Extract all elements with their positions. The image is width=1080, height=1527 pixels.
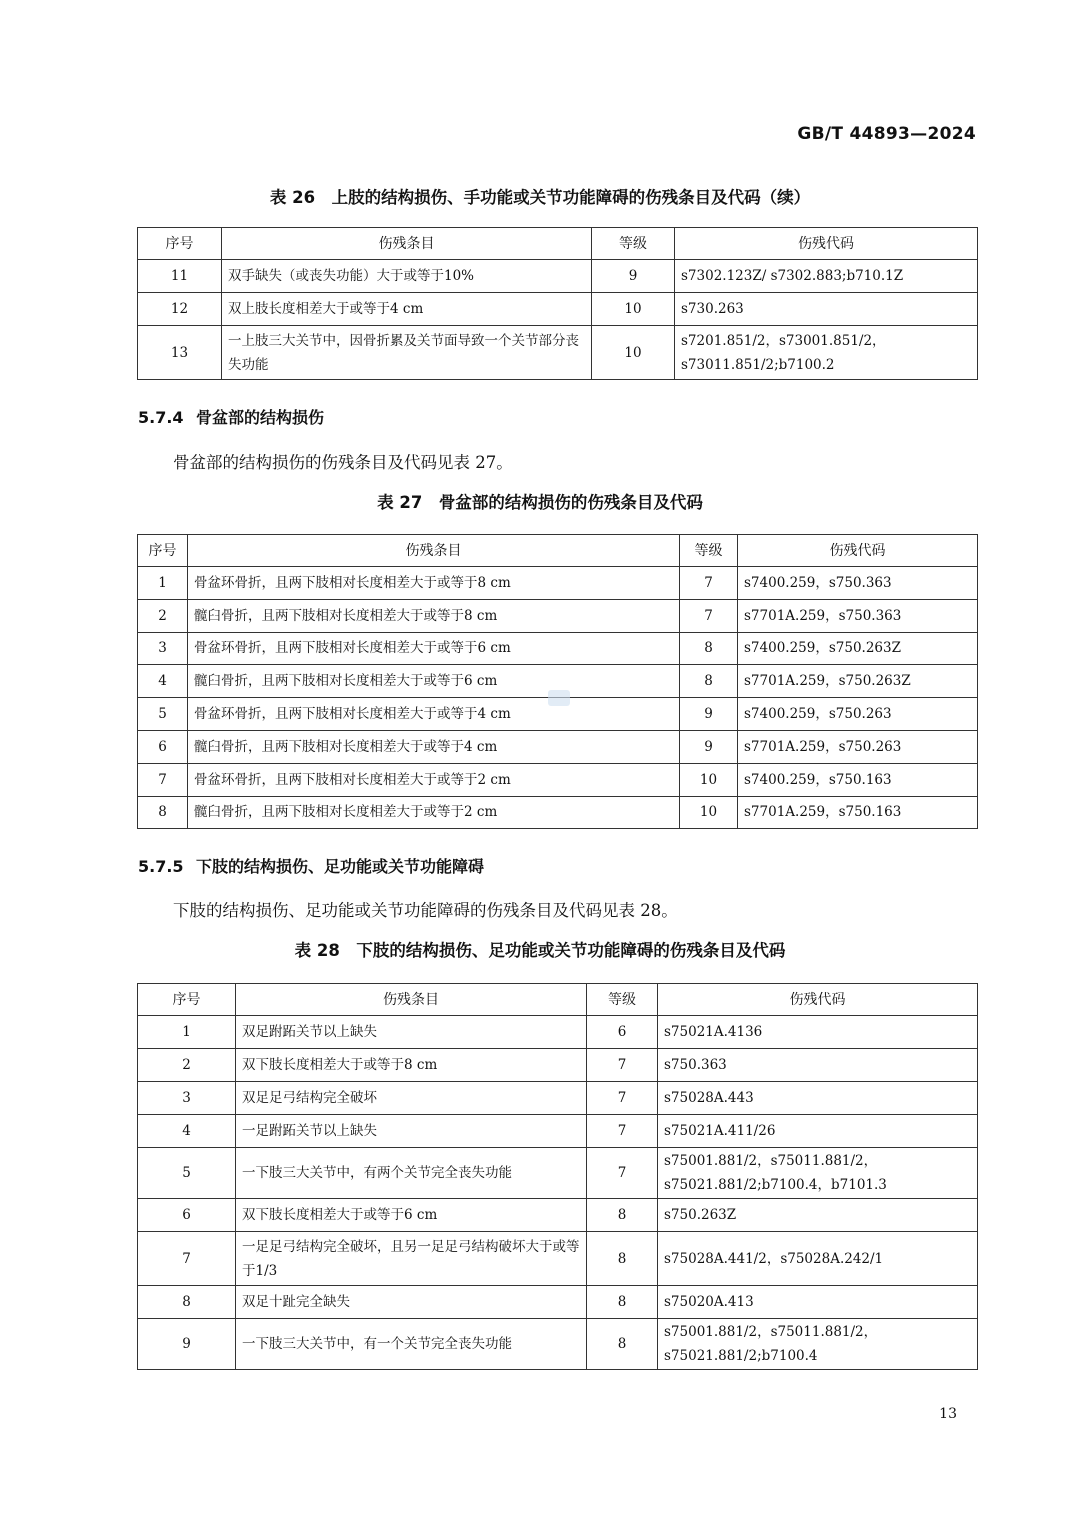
column-header-no: 序号: [138, 228, 222, 260]
table-row: [138, 1115, 978, 1148]
row-code: s75021A.411/26: [658, 1115, 978, 1148]
row-no: 9: [138, 1319, 236, 1370]
column-header-item: 伤残条目: [236, 984, 587, 1016]
row-grade: 7: [587, 1049, 658, 1082]
row-code: s750.263Z: [658, 1199, 978, 1232]
row-item: 双手缺失（或丧失功能）大于或等于10%: [222, 260, 592, 293]
row-grade: 6: [587, 1016, 658, 1049]
row-code: s7400.259，s750.263Z: [738, 632, 978, 665]
row-item: 髋臼骨折，且两下肢相对长度相差大于或等于4 cm: [188, 730, 680, 763]
table-row: [138, 1082, 978, 1115]
section-heading-5-7-4: [138, 405, 324, 428]
section-title: 骨盆部的结构损伤: [196, 408, 325, 427]
row-code: s7400.259，s750.363: [738, 567, 978, 600]
row-grade: 8: [587, 1286, 658, 1319]
table-row: [138, 293, 978, 326]
table-row: [138, 763, 978, 796]
row-item: 髋臼骨折，且两下肢相对长度相差大于或等于6 cm: [188, 665, 680, 698]
row-item: 髋臼骨折，且两下肢相对长度相差大于或等于2 cm: [188, 796, 680, 829]
table-row: [138, 1286, 978, 1319]
table26-header-row: [138, 228, 978, 260]
row-item: 双下肢长度相差大于或等于6 cm: [236, 1199, 587, 1232]
row-no: 6: [138, 1199, 236, 1232]
table28-caption: 表 28 下肢的结构损伤、足功能或关节功能障碍的伤残条目及代码: [294, 941, 786, 960]
row-grade: 8: [680, 665, 738, 698]
table26-caption: 表 26 上肢的结构损伤、手功能或关节功能障碍的伤残条目及代码（续）: [269, 188, 811, 207]
row-grade: 8: [587, 1199, 658, 1232]
row-grade: 10: [680, 796, 738, 829]
table-row: [138, 796, 978, 829]
row-item: 一足足弓结构完全破坏，且另一足足弓结构破坏大于或等于1/3: [236, 1232, 587, 1286]
section-number: 5.7.4: [138, 408, 184, 427]
section-paragraph: 下肢的结构损伤、足功能或关节功能障碍的伤残条目及代码见表 28。: [173, 901, 678, 920]
row-item: 一下肢三大关节中，有两个关节完全丧失功能: [236, 1148, 587, 1199]
row-grade: 10: [680, 763, 738, 796]
row-code: s7302.123Z/ s7302.883;b710.1Z: [675, 260, 978, 293]
row-item: 一上肢三大关节中，因骨折累及关节面导致一个关节部分丧失功能: [222, 326, 592, 380]
row-no: 11: [138, 260, 222, 293]
table-row: [138, 1232, 978, 1286]
row-grade: 8: [587, 1319, 658, 1370]
section-number: 5.7.5: [138, 857, 184, 876]
table27-caption: 表 27 骨盆部的结构损伤的伤残条目及代码: [377, 493, 703, 512]
row-item: 一下肢三大关节中，有一个关节完全丧失功能: [236, 1319, 587, 1370]
row-item: 双下肢长度相差大于或等于8 cm: [236, 1049, 587, 1082]
row-item: 双足足弓结构完全破坏: [236, 1082, 587, 1115]
row-no: 7: [138, 1232, 236, 1286]
row-item: 骨盆环骨折，且两下肢相对长度相差大于或等于2 cm: [188, 763, 680, 796]
row-no: 7: [138, 763, 188, 796]
row-no: 3: [138, 632, 188, 665]
row-no: 4: [138, 665, 188, 698]
row-code: s75001.881/2，s75011.881/2，s75021.881/2;b7100.4，b7101.3: [658, 1148, 978, 1199]
section-heading-5-7-5: [138, 854, 484, 877]
row-code: s730.263: [675, 293, 978, 326]
row-code: s7400.259，s750.263: [738, 698, 978, 731]
row-no: 1: [138, 1016, 236, 1049]
row-grade: 8: [587, 1232, 658, 1286]
section-paragraph: 骨盆部的结构损伤的伤残条目及代码见表 27。: [173, 453, 513, 472]
table-row: [138, 1319, 978, 1370]
table-row: [138, 1199, 978, 1232]
row-item: 髋臼骨折，且两下肢相对长度相差大于或等于8 cm: [188, 599, 680, 632]
column-header-grade: 等级: [592, 228, 675, 260]
table28-header-row: [138, 984, 978, 1016]
table-row: [138, 599, 978, 632]
row-no: 2: [138, 599, 188, 632]
row-grade: 8: [680, 632, 738, 665]
row-code: s75028A.443: [658, 1082, 978, 1115]
row-item: 双上肢长度相差大于或等于4 cm: [222, 293, 592, 326]
row-item: 双足跗跖关节以上缺失: [236, 1016, 587, 1049]
row-item: 一足跗跖关节以上缺失: [236, 1115, 587, 1148]
row-grade: 7: [587, 1148, 658, 1199]
row-no: 3: [138, 1082, 236, 1115]
row-grade: 9: [680, 730, 738, 763]
row-grade: 9: [680, 698, 738, 731]
row-no: 1: [138, 567, 188, 600]
row-grade: 9: [592, 260, 675, 293]
table-row: [138, 260, 978, 293]
table27: [137, 534, 978, 829]
row-code: s75001.881/2，s75011.881/2，s75021.881/2;b7100.4: [658, 1319, 978, 1370]
table-row: [138, 326, 978, 380]
table-row: [138, 1016, 978, 1049]
row-grade: 7: [587, 1115, 658, 1148]
row-grade: 7: [587, 1082, 658, 1115]
row-code: s7201.851/2，s73001.851/2，s73011.851/2;b7100.2: [675, 326, 978, 380]
column-header-code: 伤残代码: [738, 535, 978, 567]
column-header-grade: 等级: [587, 984, 658, 1016]
row-item: 双足十趾完全缺失: [236, 1286, 587, 1319]
table27-header-row: [138, 535, 978, 567]
row-code: s7701A.259，s750.163: [738, 796, 978, 829]
table-row: [138, 632, 978, 665]
row-grade: 10: [592, 293, 675, 326]
row-no: 8: [138, 1286, 236, 1319]
watermark: [548, 690, 570, 706]
row-code: s7701A.259，s750.263Z: [738, 665, 978, 698]
row-code: s7701A.259，s750.263: [738, 730, 978, 763]
row-code: s7400.259，s750.163: [738, 763, 978, 796]
column-header-code: 伤残代码: [658, 984, 978, 1016]
row-no: 12: [138, 293, 222, 326]
column-header-no: 序号: [138, 535, 188, 567]
row-no: 2: [138, 1049, 236, 1082]
row-no: 6: [138, 730, 188, 763]
column-header-grade: 等级: [680, 535, 738, 567]
row-code: s7701A.259，s750.363: [738, 599, 978, 632]
row-code: s75020A.413: [658, 1286, 978, 1319]
row-no: 4: [138, 1115, 236, 1148]
table-row: [138, 730, 978, 763]
row-grade: 7: [680, 599, 738, 632]
column-header-item: 伤残条目: [188, 535, 680, 567]
row-no: 5: [138, 1148, 236, 1199]
row-code: s75028A.441/2，s75028A.242/1: [658, 1232, 978, 1286]
row-code: s75021A.4136: [658, 1016, 978, 1049]
row-no: 5: [138, 698, 188, 731]
row-item: 骨盆环骨折，且两下肢相对长度相差大于或等于6 cm: [188, 632, 680, 665]
column-header-no: 序号: [138, 984, 236, 1016]
section-title: 下肢的结构损伤、足功能或关节功能障碍: [196, 857, 485, 876]
row-item: 骨盆环骨折，且两下肢相对长度相差大于或等于8 cm: [188, 567, 680, 600]
table-row: [138, 567, 978, 600]
table-row: [138, 1148, 978, 1199]
row-grade: 10: [592, 326, 675, 380]
row-no: 13: [138, 326, 222, 380]
row-grade: 7: [680, 567, 738, 600]
row-code: s750.363: [658, 1049, 978, 1082]
column-header-item: 伤残条目: [222, 228, 592, 260]
page-number: 13: [939, 1406, 957, 1422]
row-no: 8: [138, 796, 188, 829]
table26: [137, 227, 978, 380]
standard-code: GB/T 44893—2024: [797, 124, 976, 144]
column-header-code: 伤残代码: [675, 228, 978, 260]
table28: [137, 983, 978, 1370]
table-row: [138, 1049, 978, 1082]
row-item: 骨盆环骨折，且两下肢相对长度相差大于或等于4 cm: [188, 698, 680, 731]
